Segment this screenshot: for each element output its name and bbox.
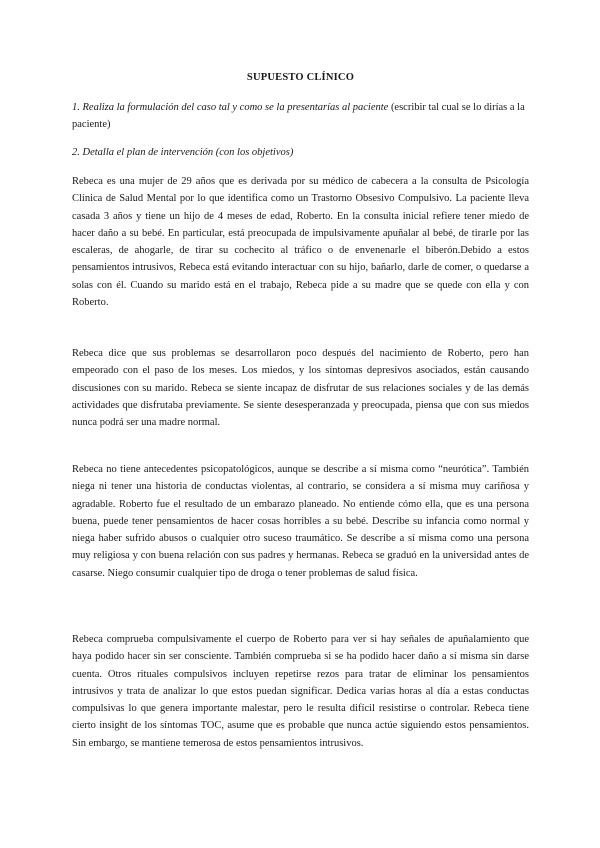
question-2-text: 2. Detalla el plan de intervención (con los objetivos) <box>72 147 294 158</box>
case-paragraph-1: Rebeca es una mujer de 29 años que es derivada por su médico de cabecera a la consulta de Psicología Clínica de Salud Mental por lo que identifica como un Trastorno Obsesivo Compulsivo. La paciente lleva casada 3 años y tiene un hijo de 4 meses de edad, Roberto. En la consulta inicial refiere tener miedo de hacer daño a su bebé. En particular, está preocupada de impulsivamente apuñalar al bebé, de tirarle por las escaleras, de ahogarle, de tirar su cochecito al tráfico o de envenenarle el biberón.Debido a estos pensamientos intrusivos, Rebeca está evitando interactuar con su hijo, bañarlo, darle de comer, o quedarse a solas con él. Cuando su marido está en el trabajo, Rebeca pide a su madre que se quede con ella y con Roberto. <box>72 176 529 309</box>
document-page <box>72 0 529 848</box>
case-paragraph-4: Rebeca comprueba compulsivamente el cuerpo de Roberto para ver si hay señales de apuñalamiento que haya podido hacer sin ser consciente. También comprueba si se ha podido hacer daño a sí misma sin darse cuenta. Otros rituales compulsivos incluyen repetirse rezos para tratar de eliminar los pensamientos intrusivos y trata de analizar lo que estos puedan significar. Dedica varias horas al día a estas conductas compulsivas lo que genera importante malestar, pero le resulta difícil resistirse o controlar. Rebeca tiene cierto insight de los síntomas TOC, asume que es probable que nunca actúe siguiendo estos pensamientos. Sin embargo, se mantiene temerosa de estos pensamientos intrusivos. <box>72 634 529 749</box>
case-paragraph-2: Rebeca dice que sus problemas se desarrollaron poco después del nacimiento de Roberto, pero han empeorado con el paso de los meses. Los miedos, y los síntomas depresivos asociados, están causando discusiones con su marido. Rebeca se siente incapaz de disfrutar de sus relaciones sociales y de las demás actividades que disfrutaba previamente. Se siente desesperanzada y preocupada, piensa que con sus miedos nunca podrá ser una madre normal. <box>72 348 529 429</box>
question-1-text: 1. Realiza la formulación del caso tal y como se la presentarías al paciente <box>72 102 389 113</box>
document-title: SUPUESTO CLÍNICO <box>246 72 355 83</box>
question-2 <box>72 144 529 161</box>
question-1-note: (escribir tal cual se lo dirías a la paciente) <box>72 102 525 130</box>
case-paragraph-3: Rebeca no tiene antecedentes psicopatológicos, aunque se describe a sí misma como “neurótica”. También niega ni tener una historia de conductas violentas, al contrario, se considera a sí misma muy cariñosa y agradable. Roberto fue el resultado de un embarazo planeado. No entiende cómo ella, que es una persona buena, puede tener pensamientos de hacer cosas horribles a su bebé. Describe su infancia como normal y niega haber sufrido abusos o cualquier otro suceso traumático. Se describe a sí misma como una persona muy religiosa y con buena relación con sus padres y hermanas. Rebeca se graduó en la universidad antes de casarse. Niego consumir cualquier tipo de droga o tener problemas de salud física. <box>72 464 529 579</box>
question-1 <box>72 99 529 133</box>
